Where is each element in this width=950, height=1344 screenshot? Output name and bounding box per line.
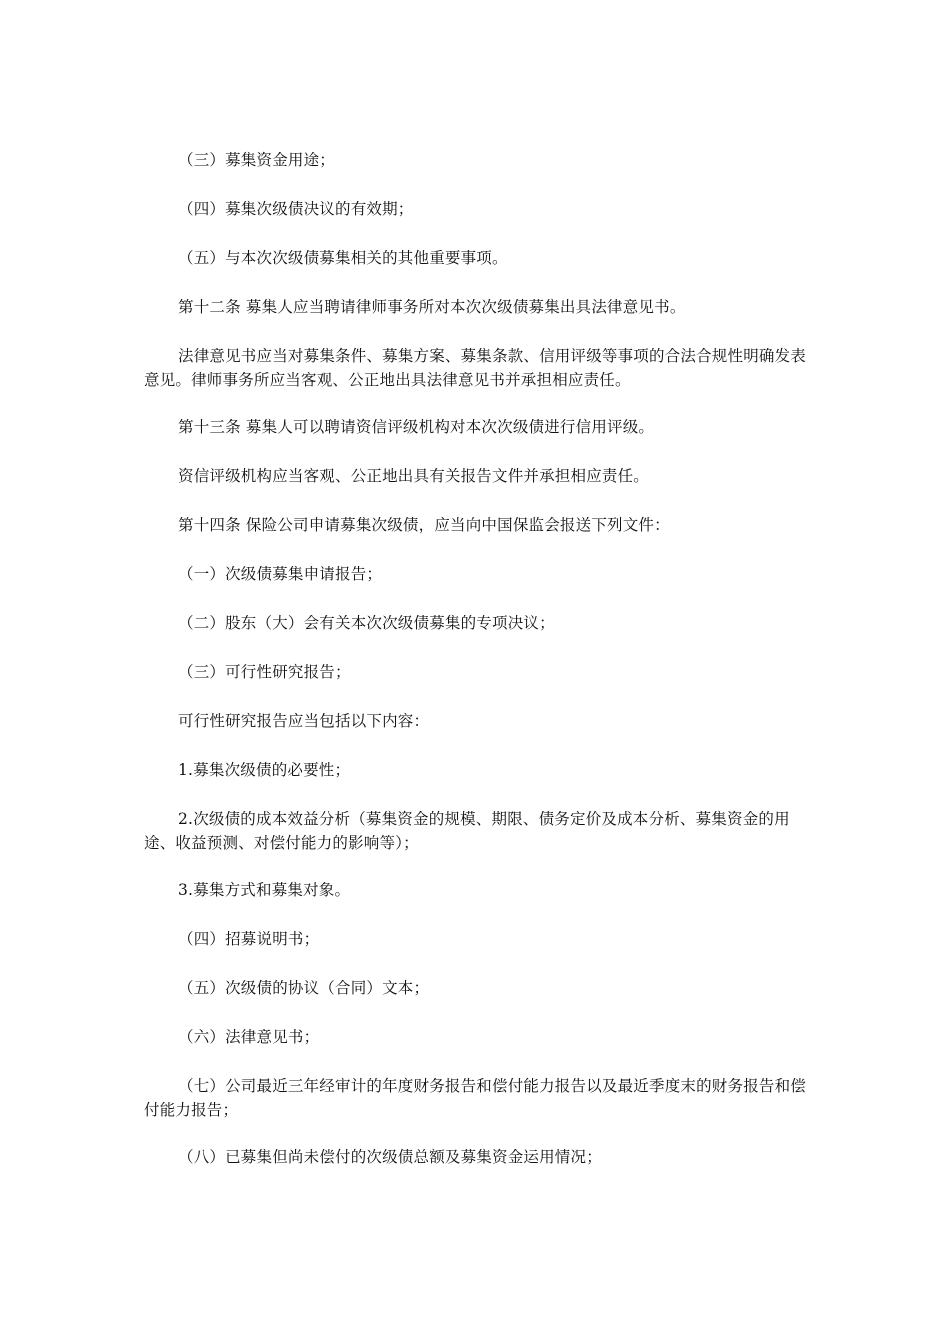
paragraph-item-4-resolution-validity: （四）募集次级债决议的有效期； xyxy=(178,200,414,218)
paragraph-list-item-2: （二）股东（大）会有关本次次级债募集的专项决议； xyxy=(178,614,555,632)
paragraph-article-14: 第十四条 保险公司申请募集次级债，应当向中国保监会报送下列文件： xyxy=(178,516,670,534)
paragraph-list-item-1: （一）次级债募集申请报告； xyxy=(178,565,383,583)
paragraph-list-item-4: （四）招募说明书； xyxy=(178,930,320,948)
paragraph-sub-item-3: 3.募集方式和募集对象。 xyxy=(178,881,351,899)
paragraph-list-item-3: （三）可行性研究报告； xyxy=(178,663,351,681)
paragraph-list-item-8: （八）已募集但尚未偿付的次级债总额及募集资金运用情况； xyxy=(178,1148,602,1166)
paragraph-article-12: 第十二条 募集人应当聘请律师事务所对本次次级债募集出具法律意见书。 xyxy=(178,298,686,316)
paragraph-feasibility-contents: 可行性研究报告应当包括以下内容： xyxy=(178,712,430,730)
paragraph-list-item-6: （六）法律意见书； xyxy=(178,1028,320,1046)
paragraph-list-item-5: （五）次级债的协议（合同）文本； xyxy=(178,979,430,997)
paragraph-article-13: 第十三条 募集人可以聘请资信评级机构对本次次级债进行信用评级。 xyxy=(178,418,655,436)
paragraph-item-5-other-matters: （五）与本次次级债募集相关的其他重要事项。 xyxy=(178,249,508,267)
document-body xyxy=(144,148,808,1194)
paragraph-rating-agency: 资信评级机构应当客观、公正地出具有关报告文件并承担相应责任。 xyxy=(178,467,650,485)
paragraph-sub-item-1: 1.募集次级债的必要性； xyxy=(178,761,351,779)
paragraph-item-3-use-of-funds: （三）募集资金用途； xyxy=(178,151,336,169)
paragraph-sub-item-2: 2.次级债的成本效益分析（募集资金的规模、期限、债务定价及成本分析、募集资金的用途、收益预测、对偿付能力的影响等）； xyxy=(144,810,790,852)
paragraph-list-item-7: （七）公司最近三年经审计的年度财务报告和偿付能力报告以及最近季度末的财务报告和偿付能力报告； xyxy=(144,1077,807,1119)
paragraph-legal-opinion: 法律意见书应当对募集条件、募集方案、募集条款、信用评级等事项的合法合规性明确发表意见。律师事务所应当客观、公正地出具法律意见书并承担相应责任。 xyxy=(144,347,807,389)
